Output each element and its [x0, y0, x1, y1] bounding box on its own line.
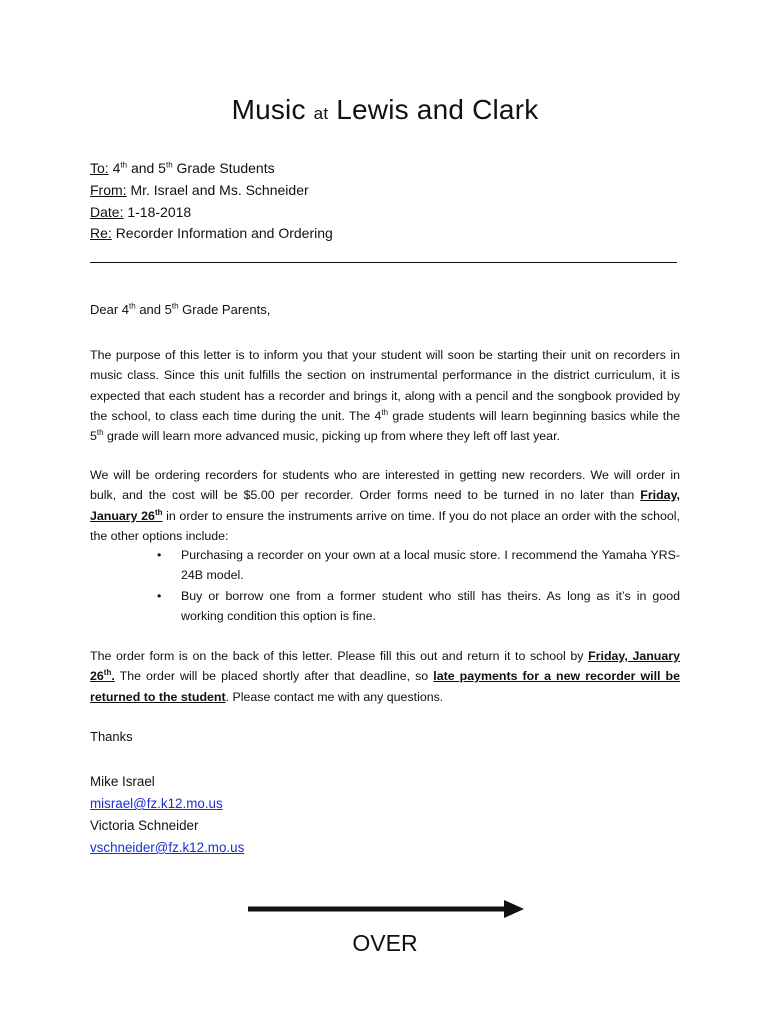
options-list — [157, 545, 680, 626]
signer-name-2: Victoria Schneider — [90, 818, 199, 833]
header-divider — [90, 262, 677, 263]
deadline-bold: Friday, January 26th. — [90, 649, 680, 684]
deadline-bold: Friday, January 26th — [90, 488, 680, 523]
paragraph-order-form: The order form is on the back of this letter. Please fill this out and return it to school by Friday, January 26th. The order will be placed shortly after that deadline, so late payments for a new recorder will be returned to the student. Please contact me with any questions. — [90, 649, 680, 704]
salutation: Dear 4th and 5th Grade Parents, — [90, 301, 271, 317]
right-arrow-icon — [248, 898, 524, 920]
bullet-icon: • — [157, 548, 162, 562]
paragraph-purpose: The purpose of this letter is to inform you that your student will soon be starting their unit on recorders in music class. Since this unit fulfills the section on instrumental performance in the district curriculum, it is expected that each student has a recorder and brings it, along with a pencil and the songbook provided by the school, to class each time during the unit. The 4th grade students will learn beginning basics while the 5th grade will learn more advanced music, picking up from where they left off last year. — [90, 348, 681, 444]
signer-name-1: Mike Israel — [90, 774, 155, 789]
closing: Thanks — [90, 729, 133, 744]
memo-to: To: 4th and 5th Grade Students — [90, 160, 275, 176]
late-payment-warning: late payments for a new recorder will be returned to the student — [90, 669, 680, 704]
email-link-1[interactable]: misrael@fz.k12.mo.us — [90, 796, 223, 811]
memo-date: Date: 1-18-2018 — [90, 203, 192, 220]
title-small-word: at — [313, 104, 329, 123]
over-label: OVER — [352, 930, 418, 956]
memo-re: Re: Recorder Information and Ordering — [90, 225, 333, 242]
list-item: • Purchasing a recorder on your own at a local music store. I recommend the Yamaha YRS-24B model. — [157, 545, 680, 586]
paragraph-ordering: We will be ordering recorders for students who are interested in getting new recorders. We will order in bulk, and the cost will be $5.00 per recorder. Order forms need to be turned in no later than Friday, January 26th in order to ensure the instruments arrive on time. If you do not place an order with the school, the other options include: — [90, 468, 681, 543]
page-title: Music at Lewis and Clark — [231, 94, 539, 125]
email-link-2[interactable]: vschneider@fz.k12.mo.us — [90, 840, 245, 855]
signature-block — [90, 771, 244, 859]
memo-header — [90, 158, 333, 245]
memo-from: From: Mr. Israel and Ms. Schneider — [90, 181, 309, 198]
list-item: • Buy or borrow one from a former student who still has theirs. As long as it’s in good working condition this option is fine. — [157, 586, 680, 627]
bullet-icon: • — [157, 588, 162, 603]
